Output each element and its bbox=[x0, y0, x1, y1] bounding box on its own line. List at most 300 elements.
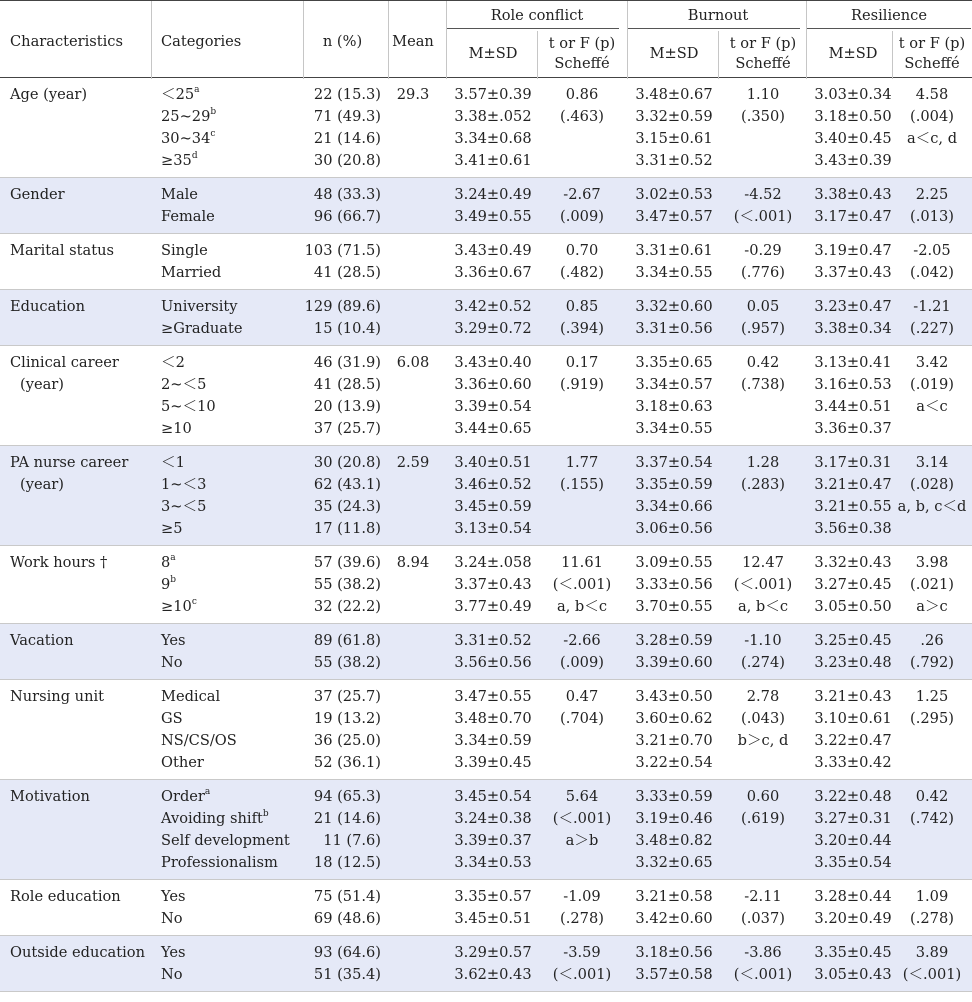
resilience-test-cell bbox=[893, 84, 971, 150]
resilience-msd-cell bbox=[807, 240, 899, 284]
resilience-msd-cell-line: 3.35±0.54 bbox=[814, 854, 892, 871]
category-label: Other bbox=[161, 754, 204, 771]
burnout-msd-cell-line: 3.60±0.62 bbox=[635, 710, 713, 727]
role-conflict-test-cell-line: 0.47 bbox=[565, 688, 599, 705]
superscript: b bbox=[262, 809, 269, 820]
category-label: Yes bbox=[161, 944, 186, 961]
header-test bbox=[537, 34, 627, 74]
count-cell-line: 55 (38.2) bbox=[313, 576, 381, 593]
count-cell-line: 17 (11.8) bbox=[313, 520, 381, 537]
count-cell-line: 11 (7.6) bbox=[323, 832, 381, 849]
role-conflict-msd-cell bbox=[447, 886, 539, 930]
column-separator bbox=[537, 31, 538, 79]
count-cell bbox=[304, 942, 381, 986]
mean-cell bbox=[389, 942, 437, 964]
mean-cell bbox=[389, 184, 437, 206]
role-conflict-msd-cell bbox=[447, 240, 539, 284]
role-conflict-msd-cell-line: 3.45±0.51 bbox=[454, 910, 532, 927]
count-cell-line: 41 (28.5) bbox=[313, 264, 381, 281]
burnout-test-cell bbox=[718, 184, 808, 228]
burnout-msd-cell-line: 3.28±0.59 bbox=[635, 632, 713, 649]
burnout-msd-cell-line: 3.35±0.65 bbox=[635, 354, 713, 371]
resilience-msd-cell-line: 3.35±0.45 bbox=[814, 944, 892, 961]
burnout-msd-cell-line: 3.09±0.55 bbox=[635, 554, 713, 571]
count-cell-line: 57 (39.6) bbox=[313, 554, 381, 571]
burnout-test-cell-line: (.043) bbox=[741, 710, 785, 727]
group-underline bbox=[447, 28, 619, 29]
count-cell-line: 37 (25.7) bbox=[313, 688, 381, 705]
characteristic-cell bbox=[10, 296, 85, 318]
burnout-msd-cell bbox=[628, 630, 720, 674]
category-label: GS bbox=[161, 710, 183, 727]
burnout-test-cell-line: -4.52 bbox=[744, 186, 782, 203]
role-conflict-msd-cell-line: 3.43±0.49 bbox=[454, 242, 532, 259]
resilience-test-cell bbox=[893, 352, 971, 418]
burnout-msd-cell-line: 3.18±0.56 bbox=[635, 944, 713, 961]
characteristic-cell-line: Marital status bbox=[10, 242, 114, 259]
resilience-msd-cell bbox=[807, 352, 899, 440]
resilience-msd-cell-line: 3.05±0.43 bbox=[814, 966, 892, 983]
burnout-msd-cell-line: 3.32±0.65 bbox=[635, 854, 713, 871]
role-conflict-test-cell-line: (＜.001) bbox=[552, 966, 612, 983]
role-conflict-test-cell-line: 1.77 bbox=[565, 454, 599, 471]
burnout-test-cell bbox=[718, 84, 808, 128]
count-cell bbox=[304, 296, 381, 340]
resilience-msd-cell-line: 3.16±0.53 bbox=[814, 376, 892, 393]
mean-cell bbox=[389, 296, 437, 318]
resilience-test-cell-line: (.227) bbox=[910, 320, 954, 337]
count-cell bbox=[304, 184, 381, 228]
column-separator bbox=[388, 1, 389, 79]
resilience-test-cell-line: 3.89 bbox=[915, 944, 949, 961]
resilience-test-cell-line: (.278) bbox=[910, 910, 954, 927]
role-conflict-msd-cell-line: 3.39±0.54 bbox=[454, 398, 532, 415]
role-conflict-msd-cell-line: 3.45±0.54 bbox=[454, 788, 532, 805]
characteristic-cell bbox=[10, 552, 107, 574]
resilience-msd-cell-line: 3.13±0.41 bbox=[814, 354, 892, 371]
role-conflict-msd-cell-line: 3.48±0.70 bbox=[454, 710, 532, 727]
test-line-2: Scheffé bbox=[554, 55, 610, 72]
table-row bbox=[0, 290, 972, 346]
header-test bbox=[893, 34, 971, 74]
burnout-msd-cell bbox=[628, 552, 720, 618]
role-conflict-msd-cell-line: 3.43±0.40 bbox=[454, 354, 532, 371]
count-cell bbox=[304, 886, 381, 930]
role-conflict-msd-cell-line: 3.46±0.52 bbox=[454, 476, 532, 493]
count-cell bbox=[304, 552, 381, 618]
category-label: 2~＜5 bbox=[161, 376, 207, 393]
count-cell bbox=[304, 452, 381, 540]
resilience-msd-cell-line: 3.10±0.61 bbox=[814, 710, 892, 727]
category-label: Yes bbox=[161, 632, 186, 649]
role-conflict-msd-cell bbox=[447, 686, 539, 774]
count-cell-line: 62 (43.1) bbox=[313, 476, 381, 493]
characteristic-cell bbox=[10, 240, 114, 262]
table-header bbox=[0, 0, 972, 78]
mean-cell-line bbox=[389, 296, 437, 318]
burnout-msd-cell-line: 3.32±0.60 bbox=[635, 298, 713, 315]
role-conflict-msd-cell-line: 3.42±0.52 bbox=[454, 298, 532, 315]
role-conflict-test-cell-line: 0.17 bbox=[565, 354, 599, 371]
burnout-test-cell-line: -2.11 bbox=[744, 888, 782, 905]
mean-cell bbox=[389, 886, 437, 908]
resilience-test-cell bbox=[893, 942, 971, 986]
category-label: Single bbox=[161, 242, 208, 259]
resilience-msd-cell-line: 3.21±0.47 bbox=[814, 476, 892, 493]
resilience-test-cell bbox=[893, 886, 971, 930]
burnout-test-cell-line: -0.29 bbox=[744, 242, 782, 259]
resilience-msd-cell-line: 3.20±0.44 bbox=[814, 832, 892, 849]
role-conflict-msd-cell-line: 3.62±0.43 bbox=[454, 966, 532, 983]
role-conflict-msd-cell bbox=[447, 942, 539, 986]
test-line-2: Scheffé bbox=[904, 55, 960, 72]
characteristic-cell bbox=[10, 686, 104, 708]
category-label: 1~＜3 bbox=[161, 476, 207, 493]
role-conflict-test-cell-line: (.009) bbox=[560, 208, 604, 225]
role-conflict-msd-cell-line: 3.36±0.67 bbox=[454, 264, 532, 281]
role-conflict-msd-cell-line: 3.37±0.43 bbox=[454, 576, 532, 593]
count-cell-line: 52 (36.1) bbox=[313, 754, 381, 771]
burnout-msd-cell bbox=[628, 84, 720, 172]
resilience-test-cell bbox=[893, 686, 971, 730]
resilience-msd-cell-line: 3.22±0.47 bbox=[814, 732, 892, 749]
burnout-msd-cell-line: 3.42±0.60 bbox=[635, 910, 713, 927]
role-conflict-test-cell bbox=[537, 84, 627, 128]
role-conflict-test-cell bbox=[537, 452, 627, 496]
role-conflict-msd-cell-line: 3.77±0.49 bbox=[454, 598, 532, 615]
mean-cell bbox=[389, 240, 437, 262]
role-conflict-msd-cell bbox=[447, 184, 539, 228]
resilience-test-cell-line: a＜c, d bbox=[906, 130, 958, 147]
table-row bbox=[0, 234, 972, 290]
role-conflict-test-cell bbox=[537, 630, 627, 674]
mean-cell bbox=[389, 352, 437, 374]
burnout-test-cell-line: 1.28 bbox=[746, 454, 780, 471]
resilience-test-cell bbox=[893, 452, 971, 518]
resilience-msd-cell-line: 3.38±0.34 bbox=[814, 320, 892, 337]
burnout-msd-cell-line: 3.21±0.58 bbox=[635, 888, 713, 905]
resilience-test-cell-line: 0.42 bbox=[915, 788, 949, 805]
burnout-test-cell bbox=[718, 886, 808, 930]
category-label: Yes bbox=[161, 888, 186, 905]
resilience-test-cell-line: 2.25 bbox=[915, 186, 949, 203]
count-cell-line: 96 (66.7) bbox=[313, 208, 381, 225]
column-separator bbox=[627, 1, 628, 79]
burnout-test-cell-line: (.350) bbox=[741, 108, 785, 125]
resilience-msd-cell bbox=[807, 630, 899, 674]
burnout-msd-cell-line: 3.57±0.58 bbox=[635, 966, 713, 983]
resilience-test-cell-line: 3.14 bbox=[915, 454, 949, 471]
category-cell bbox=[161, 630, 186, 674]
burnout-test-cell bbox=[718, 942, 808, 986]
burnout-msd-cell-line: 3.02±0.53 bbox=[635, 186, 713, 203]
mean-cell bbox=[389, 552, 437, 574]
resilience-test-cell-line: (.742) bbox=[910, 810, 954, 827]
resilience-test-cell-line: 1.09 bbox=[915, 888, 949, 905]
burnout-test-cell bbox=[718, 552, 808, 618]
role-conflict-msd-cell-line: 3.34±0.68 bbox=[454, 130, 532, 147]
count-cell-line: 75 (51.4) bbox=[313, 888, 381, 905]
burnout-msd-cell-line: 3.15±0.61 bbox=[635, 130, 713, 147]
resilience-test-cell-line: 1.25 bbox=[915, 688, 949, 705]
burnout-test-cell-line: 0.05 bbox=[746, 298, 780, 315]
resilience-msd-cell-line: 3.21±0.55 bbox=[814, 498, 892, 515]
role-conflict-msd-cell-line: 3.45±0.59 bbox=[454, 498, 532, 515]
role-conflict-msd-cell bbox=[447, 630, 539, 674]
resilience-msd-cell bbox=[807, 686, 899, 774]
superscript: a bbox=[170, 553, 176, 564]
category-label: 25~29$^b$ bbox=[161, 107, 217, 125]
resilience-msd-cell-line: 3.22±0.48 bbox=[814, 788, 892, 805]
burnout-test-cell-line: (.274) bbox=[741, 654, 785, 671]
characteristic-cell-line: Education bbox=[10, 298, 85, 315]
category-label: $<25^a$ bbox=[161, 85, 200, 103]
role-conflict-msd-cell-line: 3.39±0.45 bbox=[454, 754, 532, 771]
column-separator bbox=[151, 1, 152, 79]
header-resilience: Resilience bbox=[851, 7, 927, 24]
burnout-msd-cell-line: 3.48±0.67 bbox=[635, 86, 713, 103]
characteristic-cell-line: Role education bbox=[10, 888, 121, 905]
header-msd: M±SD bbox=[828, 45, 878, 62]
characteristic-cell bbox=[10, 630, 74, 652]
role-conflict-msd-cell-line: 3.24±.058 bbox=[454, 554, 532, 571]
resilience-msd-cell bbox=[807, 886, 899, 930]
resilience-test-cell-line: (.042) bbox=[910, 264, 954, 281]
role-conflict-msd-cell bbox=[447, 786, 539, 874]
count-cell-line: 32 (22.2) bbox=[313, 598, 381, 615]
category-label: ＜1 bbox=[161, 454, 185, 471]
count-cell-line: 71 (49.3) bbox=[313, 108, 381, 125]
category-label: 8$^a$ bbox=[161, 553, 176, 571]
resilience-msd-cell-line: 3.37±0.43 bbox=[814, 264, 892, 281]
resilience-msd-cell-line: 3.05±0.50 bbox=[814, 598, 892, 615]
role-conflict-msd-cell bbox=[447, 552, 539, 618]
resilience-test-cell-line: a＞c bbox=[916, 598, 948, 615]
role-conflict-msd-cell-line: 3.57±0.39 bbox=[454, 86, 532, 103]
count-cell-line: 94 (65.3) bbox=[313, 788, 381, 805]
category-cell bbox=[161, 886, 186, 930]
mean-cell bbox=[389, 84, 437, 106]
burnout-test-cell-line: (.037) bbox=[741, 910, 785, 927]
characteristic-cell bbox=[10, 84, 87, 106]
mean-cell-line: 29.3 bbox=[396, 86, 430, 103]
table-row bbox=[0, 346, 972, 446]
table-body bbox=[0, 78, 972, 992]
table-row bbox=[0, 624, 972, 680]
burnout-test-cell-line: (.957) bbox=[741, 320, 785, 337]
count-cell-line: 20 (13.9) bbox=[313, 398, 381, 415]
resilience-test-cell-line: (.028) bbox=[910, 476, 954, 493]
resilience-test-cell-line: a, b, c＜d bbox=[897, 498, 967, 515]
characteristic-cell-line: Vacation bbox=[10, 632, 74, 649]
role-conflict-test-cell-line: (.919) bbox=[560, 376, 604, 393]
column-separator bbox=[303, 1, 304, 79]
burnout-msd-cell bbox=[628, 352, 720, 440]
burnout-msd-cell-line: 3.21±0.70 bbox=[635, 732, 713, 749]
category-cell bbox=[161, 452, 206, 540]
mean-cell bbox=[389, 630, 437, 652]
role-conflict-msd-cell-line: 3.40±0.51 bbox=[454, 454, 532, 471]
burnout-msd-cell-line: 3.33±0.59 bbox=[635, 788, 713, 805]
burnout-test-cell-line: 2.78 bbox=[746, 688, 780, 705]
resilience-msd-cell bbox=[807, 786, 899, 874]
category-label: University bbox=[161, 298, 238, 315]
mean-cell-line bbox=[389, 184, 437, 206]
role-conflict-test-cell bbox=[537, 942, 627, 986]
burnout-msd-cell-line: 3.43±0.50 bbox=[635, 688, 713, 705]
burnout-test-cell-line: b＞c, d bbox=[737, 732, 789, 749]
resilience-test-cell-line: a＜c bbox=[916, 398, 948, 415]
burnout-msd-cell-line: 3.37±0.54 bbox=[635, 454, 713, 471]
burnout-msd-cell-line: 3.48±0.82 bbox=[635, 832, 713, 849]
burnout-test-cell-line: (＜.001) bbox=[733, 208, 793, 225]
role-conflict-test-cell-line: (.278) bbox=[560, 910, 604, 927]
test-line-2: Scheffé bbox=[735, 55, 791, 72]
count-cell bbox=[304, 686, 381, 774]
mean-cell-line bbox=[389, 942, 437, 964]
characteristic-cell-line: PA nurse career bbox=[10, 454, 129, 471]
superscript: b bbox=[210, 107, 217, 118]
burnout-test-cell bbox=[718, 630, 808, 674]
superscript: c bbox=[210, 129, 216, 140]
category-cell bbox=[161, 296, 243, 340]
characteristic-cell bbox=[10, 886, 121, 908]
resilience-msd-cell-line: 3.28±0.44 bbox=[814, 888, 892, 905]
header-test bbox=[718, 34, 808, 74]
category-cell bbox=[161, 240, 221, 284]
burnout-msd-cell-line: 3.33±0.56 bbox=[635, 576, 713, 593]
resilience-msd-cell-line: 3.17±0.47 bbox=[814, 208, 892, 225]
category-label: NS/CS/OS bbox=[161, 732, 237, 749]
resilience-msd-cell bbox=[807, 452, 899, 540]
resilience-test-cell-line: (.004) bbox=[910, 108, 954, 125]
burnout-test-cell-line: a, b＜c bbox=[737, 598, 789, 615]
burnout-test-cell-line: (.738) bbox=[741, 376, 785, 393]
resilience-msd-cell-line: 3.38±0.43 bbox=[814, 186, 892, 203]
role-conflict-msd-cell-line: 3.35±0.57 bbox=[454, 888, 532, 905]
resilience-msd-cell bbox=[807, 296, 899, 340]
resilience-msd-cell bbox=[807, 942, 899, 986]
category-cell bbox=[161, 942, 186, 986]
category-label: No bbox=[161, 910, 183, 927]
mean-cell-line: 6.08 bbox=[396, 354, 430, 371]
header-categories: Categories bbox=[161, 33, 242, 50]
count-cell-line: 51 (35.4) bbox=[313, 966, 381, 983]
role-conflict-msd-cell-line: 3.13±0.54 bbox=[454, 520, 532, 537]
resilience-msd-cell-line: 3.19±0.47 bbox=[814, 242, 892, 259]
role-conflict-msd-cell-line: 3.24±0.38 bbox=[454, 810, 532, 827]
characteristic-cell-line: Gender bbox=[10, 186, 65, 203]
burnout-msd-cell-line: 3.47±0.57 bbox=[635, 208, 713, 225]
category-label: Professionalism bbox=[161, 854, 278, 871]
role-conflict-msd-cell-line: 3.29±0.57 bbox=[454, 944, 532, 961]
characteristic-cell-line: Clinical career bbox=[10, 354, 119, 371]
resilience-msd-cell bbox=[807, 552, 899, 618]
burnout-msd-cell bbox=[628, 240, 720, 284]
resilience-msd-cell-line: 3.27±0.45 bbox=[814, 576, 892, 593]
count-cell-line: 103 (71.5) bbox=[304, 242, 381, 259]
resilience-test-cell-line: -1.21 bbox=[913, 298, 951, 315]
mean-cell-line bbox=[389, 240, 437, 262]
header-n-percent: n (%) bbox=[322, 33, 363, 50]
column-separator bbox=[446, 1, 447, 79]
category-label: $\ge 35^d$ bbox=[161, 151, 198, 169]
superscript: d bbox=[191, 151, 198, 162]
role-conflict-msd-cell bbox=[447, 452, 539, 540]
resilience-test-cell-line: (＜.001) bbox=[902, 966, 962, 983]
role-conflict-msd-cell-line: 3.31±0.52 bbox=[454, 632, 532, 649]
resilience-test-cell-line: -2.05 bbox=[913, 242, 951, 259]
burnout-test-cell-line: -3.86 bbox=[744, 944, 782, 961]
resilience-test-cell-line: (.295) bbox=[910, 710, 954, 727]
count-cell-line: 21 (14.6) bbox=[313, 810, 381, 827]
burnout-msd-cell-line: 3.34±0.55 bbox=[635, 264, 713, 281]
burnout-test-cell-line: (.619) bbox=[741, 810, 785, 827]
role-conflict-test-cell-line: 11.61 bbox=[561, 554, 603, 571]
role-conflict-test-cell-line: -1.09 bbox=[563, 888, 601, 905]
count-cell-line: 22 (15.3) bbox=[313, 86, 381, 103]
burnout-test-cell-line: 0.60 bbox=[746, 788, 780, 805]
table-row bbox=[0, 546, 972, 624]
role-conflict-test-cell bbox=[537, 686, 627, 730]
resilience-msd-cell-line: 3.23±0.48 bbox=[814, 654, 892, 671]
category-label: Medical bbox=[161, 688, 221, 705]
role-conflict-test-cell-line: (.009) bbox=[560, 654, 604, 671]
mean-cell-line bbox=[389, 886, 437, 908]
category-label: No bbox=[161, 654, 183, 671]
burnout-test-cell-line: 0.42 bbox=[746, 354, 780, 371]
role-conflict-msd-cell-line: 3.38±.052 bbox=[454, 108, 532, 125]
resilience-msd-cell-line: 3.33±0.42 bbox=[814, 754, 892, 771]
category-cell bbox=[161, 786, 290, 874]
mean-cell bbox=[389, 686, 437, 708]
header-msd: M±SD bbox=[468, 45, 518, 62]
resilience-test-cell-line: (.021) bbox=[910, 576, 954, 593]
characteristic-cell bbox=[10, 786, 90, 808]
burnout-msd-cell-line: 3.34±0.66 bbox=[635, 498, 713, 515]
category-label: No bbox=[161, 966, 183, 983]
role-conflict-test-cell-line: 0.70 bbox=[565, 242, 599, 259]
resilience-msd-cell bbox=[807, 184, 899, 228]
resilience-test-cell bbox=[893, 296, 971, 340]
burnout-test-cell-line: (.776) bbox=[741, 264, 785, 281]
count-cell bbox=[304, 352, 381, 440]
resilience-msd-cell-line: 3.44±0.51 bbox=[814, 398, 892, 415]
role-conflict-test-cell bbox=[537, 786, 627, 852]
role-conflict-msd-cell-line: 3.34±0.59 bbox=[454, 732, 532, 749]
burnout-msd-cell-line: 3.70±0.55 bbox=[635, 598, 713, 615]
role-conflict-test-cell-line: a＞b bbox=[565, 832, 599, 849]
count-cell bbox=[304, 84, 381, 172]
count-cell-line: 69 (48.6) bbox=[313, 910, 381, 927]
category-label: Self development bbox=[161, 832, 290, 849]
burnout-test-cell bbox=[718, 296, 808, 340]
burnout-msd-cell-line: 3.32±0.59 bbox=[635, 108, 713, 125]
count-cell-line: 21 (14.6) bbox=[313, 130, 381, 147]
burnout-test-cell-line: -1.10 bbox=[744, 632, 782, 649]
role-conflict-test-cell bbox=[537, 296, 627, 340]
mean-cell bbox=[389, 452, 437, 474]
burnout-test-cell-line: 12.47 bbox=[742, 554, 784, 571]
resilience-test-cell bbox=[893, 184, 971, 228]
role-conflict-msd-cell-line: 3.49±0.55 bbox=[454, 208, 532, 225]
header-characteristics: Characteristics bbox=[10, 33, 123, 50]
resilience-test-cell-line: 4.58 bbox=[915, 86, 949, 103]
category-label: 30~34$^c$ bbox=[161, 129, 216, 147]
resilience-msd-cell-line: 3.17±0.31 bbox=[814, 454, 892, 471]
role-conflict-msd-cell-line: 3.56±0.56 bbox=[454, 654, 532, 671]
resilience-test-cell-line: (.792) bbox=[910, 654, 954, 671]
